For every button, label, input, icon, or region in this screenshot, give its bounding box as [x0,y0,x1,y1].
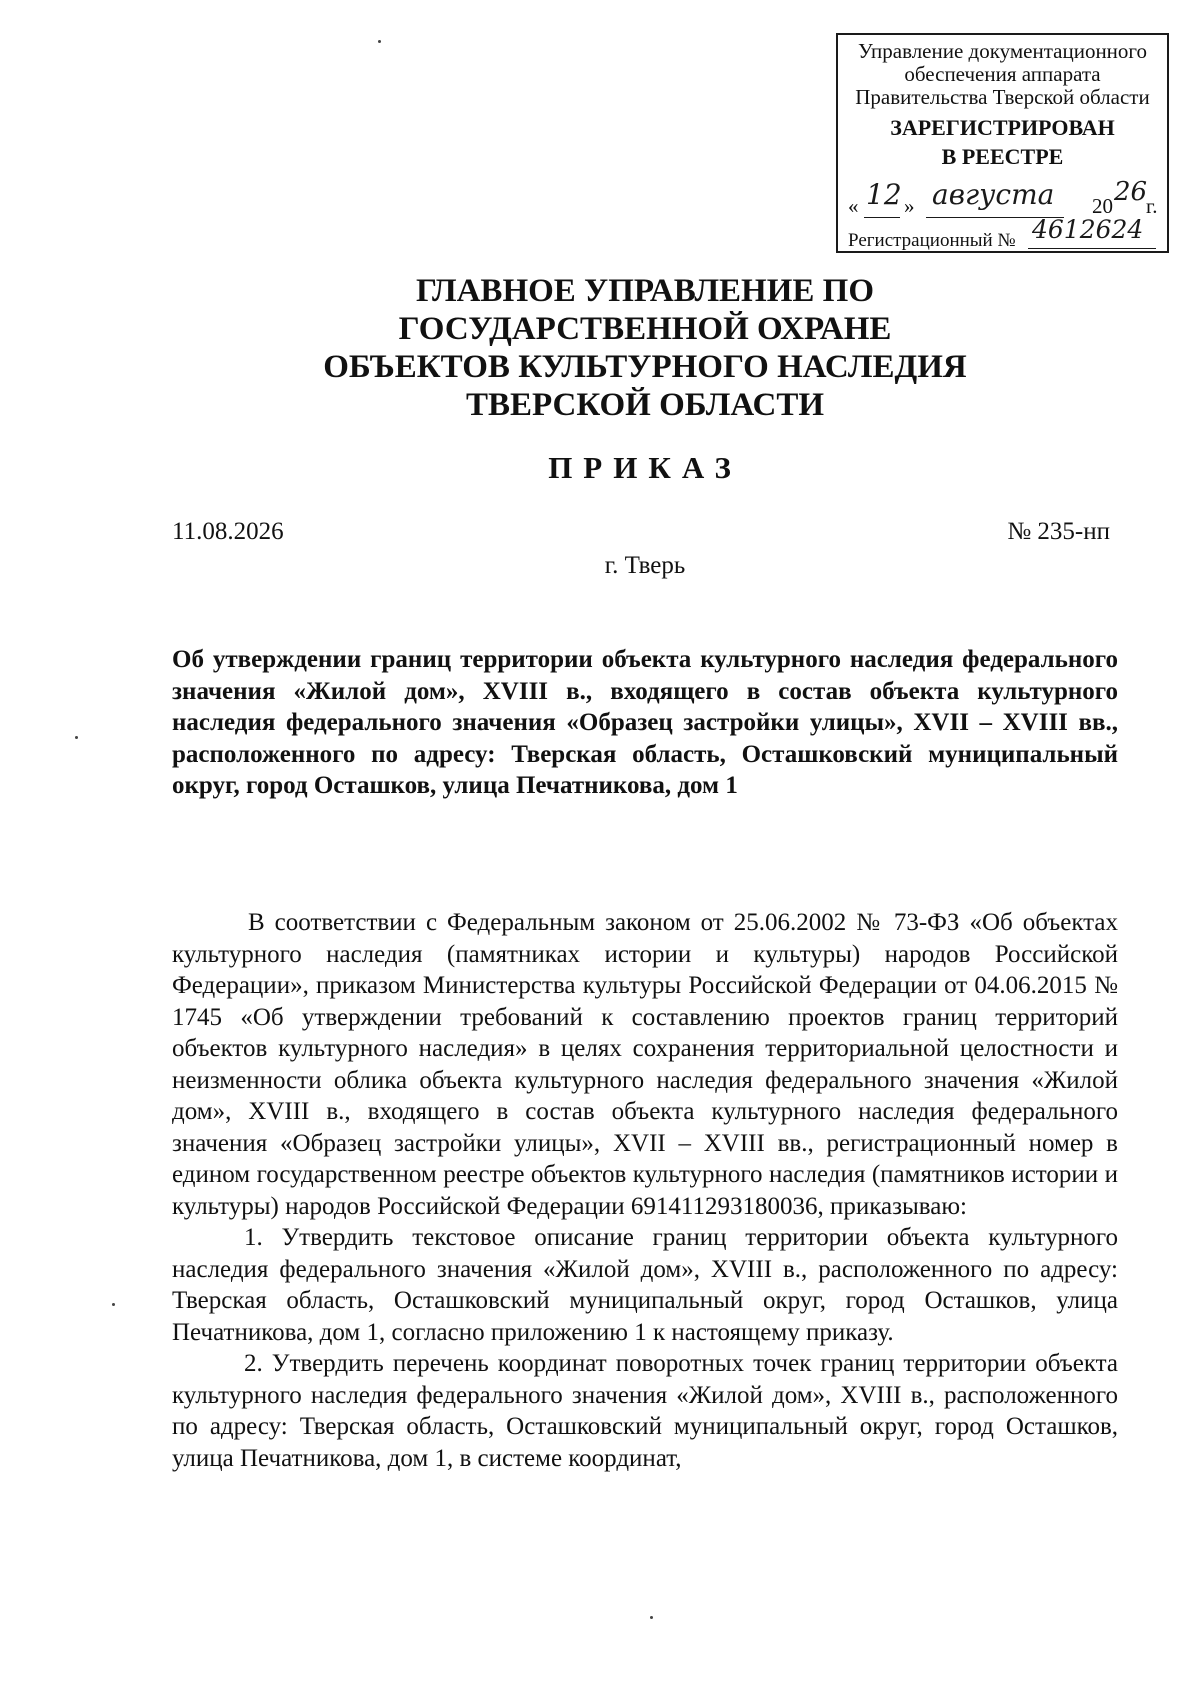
organization-title [0,272,1200,424]
scan-speck [650,1616,653,1619]
stamp-registered-line-1: ЗАРЕГИСТРИРОВАН [890,115,1115,140]
body-preamble: В соответствии с Федеральным законом от 25.06.2002 № 73-ФЗ «Об объектах культурного наследия (памятниках истории и культуры) народов Российской Федерации», приказом Министерства культуры Российской Федерации от 04.06.2015 № 1745 «Об утверждении требований к составлению проектов границ территорий объектов культурного наследия» в целях сохранения территориальной целостности и неизменности облика объекта культурного наследия федерального значения «Жилой дом», XVIII в., входящего в состав объекта культурного наследия федерального значения «Образец застройки улицы», XVII – XVIII вв., регистрационный номер в едином государственном реестре объектов культурного наследия (памятников истории и культуры) народов Российской Федерации 691411293180036, приказываю: [172,909,1118,1220]
org-line-1: ГЛАВНОЕ УПРАВЛЕНИЕ ПО [416,273,874,309]
document-type: ПРИКАЗ [548,450,742,485]
stamp-year-prefix: 20 [1092,194,1113,218]
stamp-quote-close: » [904,194,915,218]
org-line-2: ГОСУДАРСТВЕННОЙ ОХРАНЕ [398,311,892,347]
stamp-dept-line-3: Правительства Тверской области [855,85,1150,109]
stamp-regno-handwritten: 4612624 [1032,215,1144,244]
org-line-4: ТВЕРСКОЙ ОБЛАСТИ [465,387,825,423]
stamp-registered-line-2: В РЕЕСТРЕ [941,144,1064,169]
stamp-regno-label: Регистрационный № [848,230,1016,251]
scan-speck [112,1303,115,1306]
stamp-regno-row [848,215,1164,252]
stamp-quote-open: « [848,194,859,218]
document-subject: Об утверждении границ территории объекта культурного наследия федерального значения «Жилой дом», XVIII в., входящего в состав объекта культурного наследия федерального значения «Образец застройки улицы», XVII – XVIII вв., расположенного по адресу: Тверская область, Осташковский муниципальный округ, город Осташков, улица Печатникова, дом 1 [172,646,1118,799]
org-line-3: ОБЪЕКТОВ КУЛЬТУРНОГО НАСЛЕДИЯ [323,349,967,385]
stamp-regno-underline [1028,248,1156,249]
document-body [172,907,1118,1474]
stamp-month-handwritten: августа [932,178,1055,211]
body-item-2: 2. Утвердить перечень координат поворотных точек границ территории объекта культурного наследия федерального значения «Жилой дом», XVIII в., расположенного по адресу: Тверская область, Осташковский муниципальный округ, город Осташков, улица Печатникова, дом 1, в системе координат, [172,1350,1118,1472]
document-date: 11.08.2026 [172,518,284,545]
registration-stamp [836,33,1169,253]
stamp-year-unit: г. [1146,194,1158,218]
scan-speck [378,40,381,43]
document-city: г. Тверь [604,552,686,579]
stamp-day-underline [864,217,900,218]
body-item-1: 1. Утвердить текстовое описание границ территории объекта культурного наследия федерального значения «Жилой дом», XVIII в., расположенного по адресу: Тверская область, Осташковский муниципальный округ, город Осташков, улица Печатникова, дом 1, согласно приложению 1 к настоящему приказу. [172,1224,1118,1346]
stamp-day-handwritten: 12 [866,178,902,211]
stamp-year-handwritten: 26 [1114,177,1148,207]
document-number: № 235-нп [1007,518,1110,545]
stamp-dept-line-1: Управление документационного [857,39,1148,63]
scan-speck [75,736,78,739]
stamp-dept-line-2: обеспечения аппарата [904,62,1101,86]
